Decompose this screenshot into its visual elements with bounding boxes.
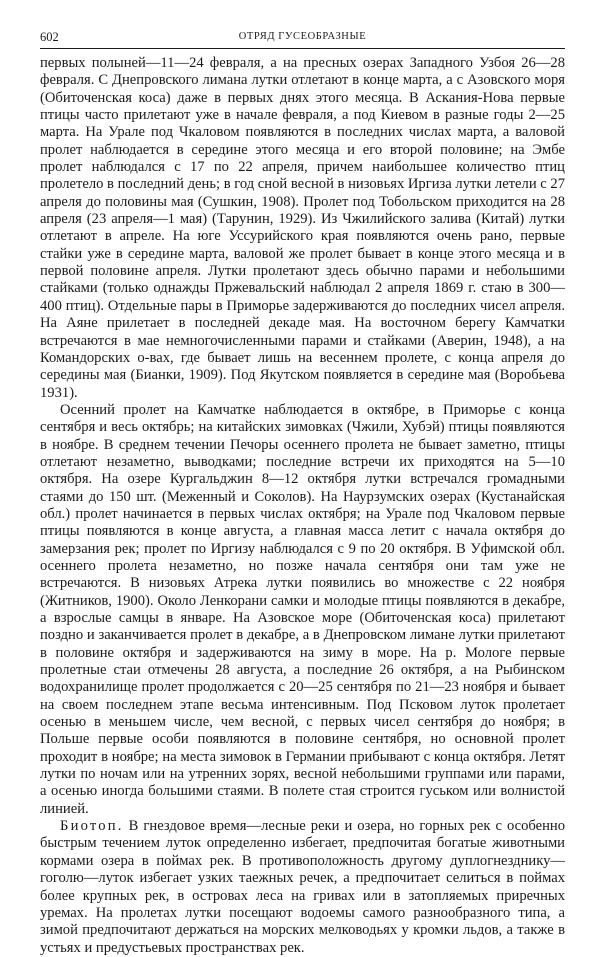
biotope-text: В гнездовое время—лесные реки и озера, но горных рек с особенно быстрым течением луток определенно избегает, предпочитая богатые животными кормами озера в поймах рек. В противоположность другому дуплогнезднику—гоголю—луток избегает узких таежных речек, а предпочитает селиться в поймах более крупных рек, в островах леса на гривах или в затопляемых приречных уремах. На пролетах лутки посещают водоемы самого разнообразного типа, а зимой предпочитают держаться на морских мелководьях у кромки льдов, а также в устьях и предустьевых пространствах рек.: [40, 818, 565, 956]
biotope-heading: Биотоп.: [60, 818, 124, 835]
running-title: ОТРЯД ГУСЕОБРАЗНЫЕ: [238, 31, 367, 42]
paragraph-autumn-migration: Осенний пролет на Камчатке наблюдается в октябре, в Приморье с конца сентября и весь октябрь; на китайских зимовках (Чжили, Хубэй) птицы появляются в ноябре. В среднем течении Печоры осеннего пролета не бывает заметно, птицы отлетают незаметно, выводками; последние встречи их приходятся на 5—10 октября. На озере Кургальджин 8—12 октября лутки встречался громадными стаями до 150 шт. (Меженный и Соколов). На Наурзумских озерах (Кустанайская обл.) пролет начинается в первых числах октября; на Урале под Чкаловом первые птицы появляются в конце августа, а главная масса летит с начала октября до замерзания рек; пролет по Иргизу наблюдался с 9 по 20 октября. В Уфимской обл. осеннего пролета незаметно, но позже начала сентября они там уже не встречаются. В низовьях Атрека лутки появились во множестве с 22 ноября (Житников, 1900). Около Ленкорани самки и молодые птицы появляются в декабре, а взрослые самцы в январе. На Азовское море (Обиточенская коса) прилетают поздно и заканчивается пролет в декабре, а в Днепровском лимане лутки прилетают в половине октября и задерживаются на зиму в море. На р. Мологе первые пролетные стаи отмечены 28 августа, а последние 26 октября, а на Рыбинском водохранилище пролет продолжается с 20—25 сентября по 21—23 ноября и бывает на своем последнем этапе весьма интенсивным. Под Псковом луток пролетает осенью в меньшем числе, чем весной, с первых чисел сентября до ноября; в Польше первые особи появляются в половине сентября, но основной пролет проходит в ноябре; на места зимовок в Германии прибывают с конца октября. Летят лутки по ночам или на утренних зорях, весной небольшими группами или парами, а осенью иногда большими стаями. В полете стая строится гуськом или волнистой линией.: [40, 401, 565, 817]
book-page: [40, 30, 565, 957]
page-number: 602: [40, 30, 59, 44]
paragraph-spring-migration: первых полыней—11—24 февраля, а на пресных озерах Западного Узбоя 26—28 февраля. С Днепровского лимана лутки отлетают в конце марта, а с Азовского моря (Обиточенская коса) даже в первых днях этого месяца. В Аскания-Нова первые птицы часто прилетают уже в начале февраля, а под Киевом в разные годы 2—25 марта. На Урале под Чкаловом появляются в последних числах марта, а валовой пролет наблюдается в середине этого месяца и его второй половине; на Эмбе пролет наблюдался с 17 по 22 апреля, причем наибольшее количество птиц пролетело в последний день; в год сной весной в низовьях Иргиза лутки летели с 27 апреля до половины мая (Сушкин, 1908). Пролет под Тобольском приходится на 28 апреля (23 апреля—1 мая) (Тарунин, 1929). Из Чжилийского залива (Китай) лутки отлетают в апреле. На юге Уссурийского края появляются очень рано, первые стайки уже в середине марта, валовой же пролет бывает в конце этого месяца и в первой половине апреля. Лутки пролетают здесь обычно парами и небольшими стайками (только однажды Пржевальский наблюдал 2 апреля 1869 г. стаю в 300—400 птиц). Отдельные пары в Приморье задерживаются до последних чисел апреля. На Аяне прилетает в последней декаде мая. На восточном берегу Камчатки встречаются в мае немногочисленными парами и стайками (Аверин, 1948), а на Командорских о-вах, где бывает лишь на весеннем пролете, с конца апреля до середины мая (Бианки, 1909). Под Якутском появляется в середине мая (Воробьева 1931).: [40, 55, 565, 401]
body-text: [40, 55, 565, 957]
page-header: [40, 30, 565, 49]
paragraph-biotope: [40, 818, 565, 957]
